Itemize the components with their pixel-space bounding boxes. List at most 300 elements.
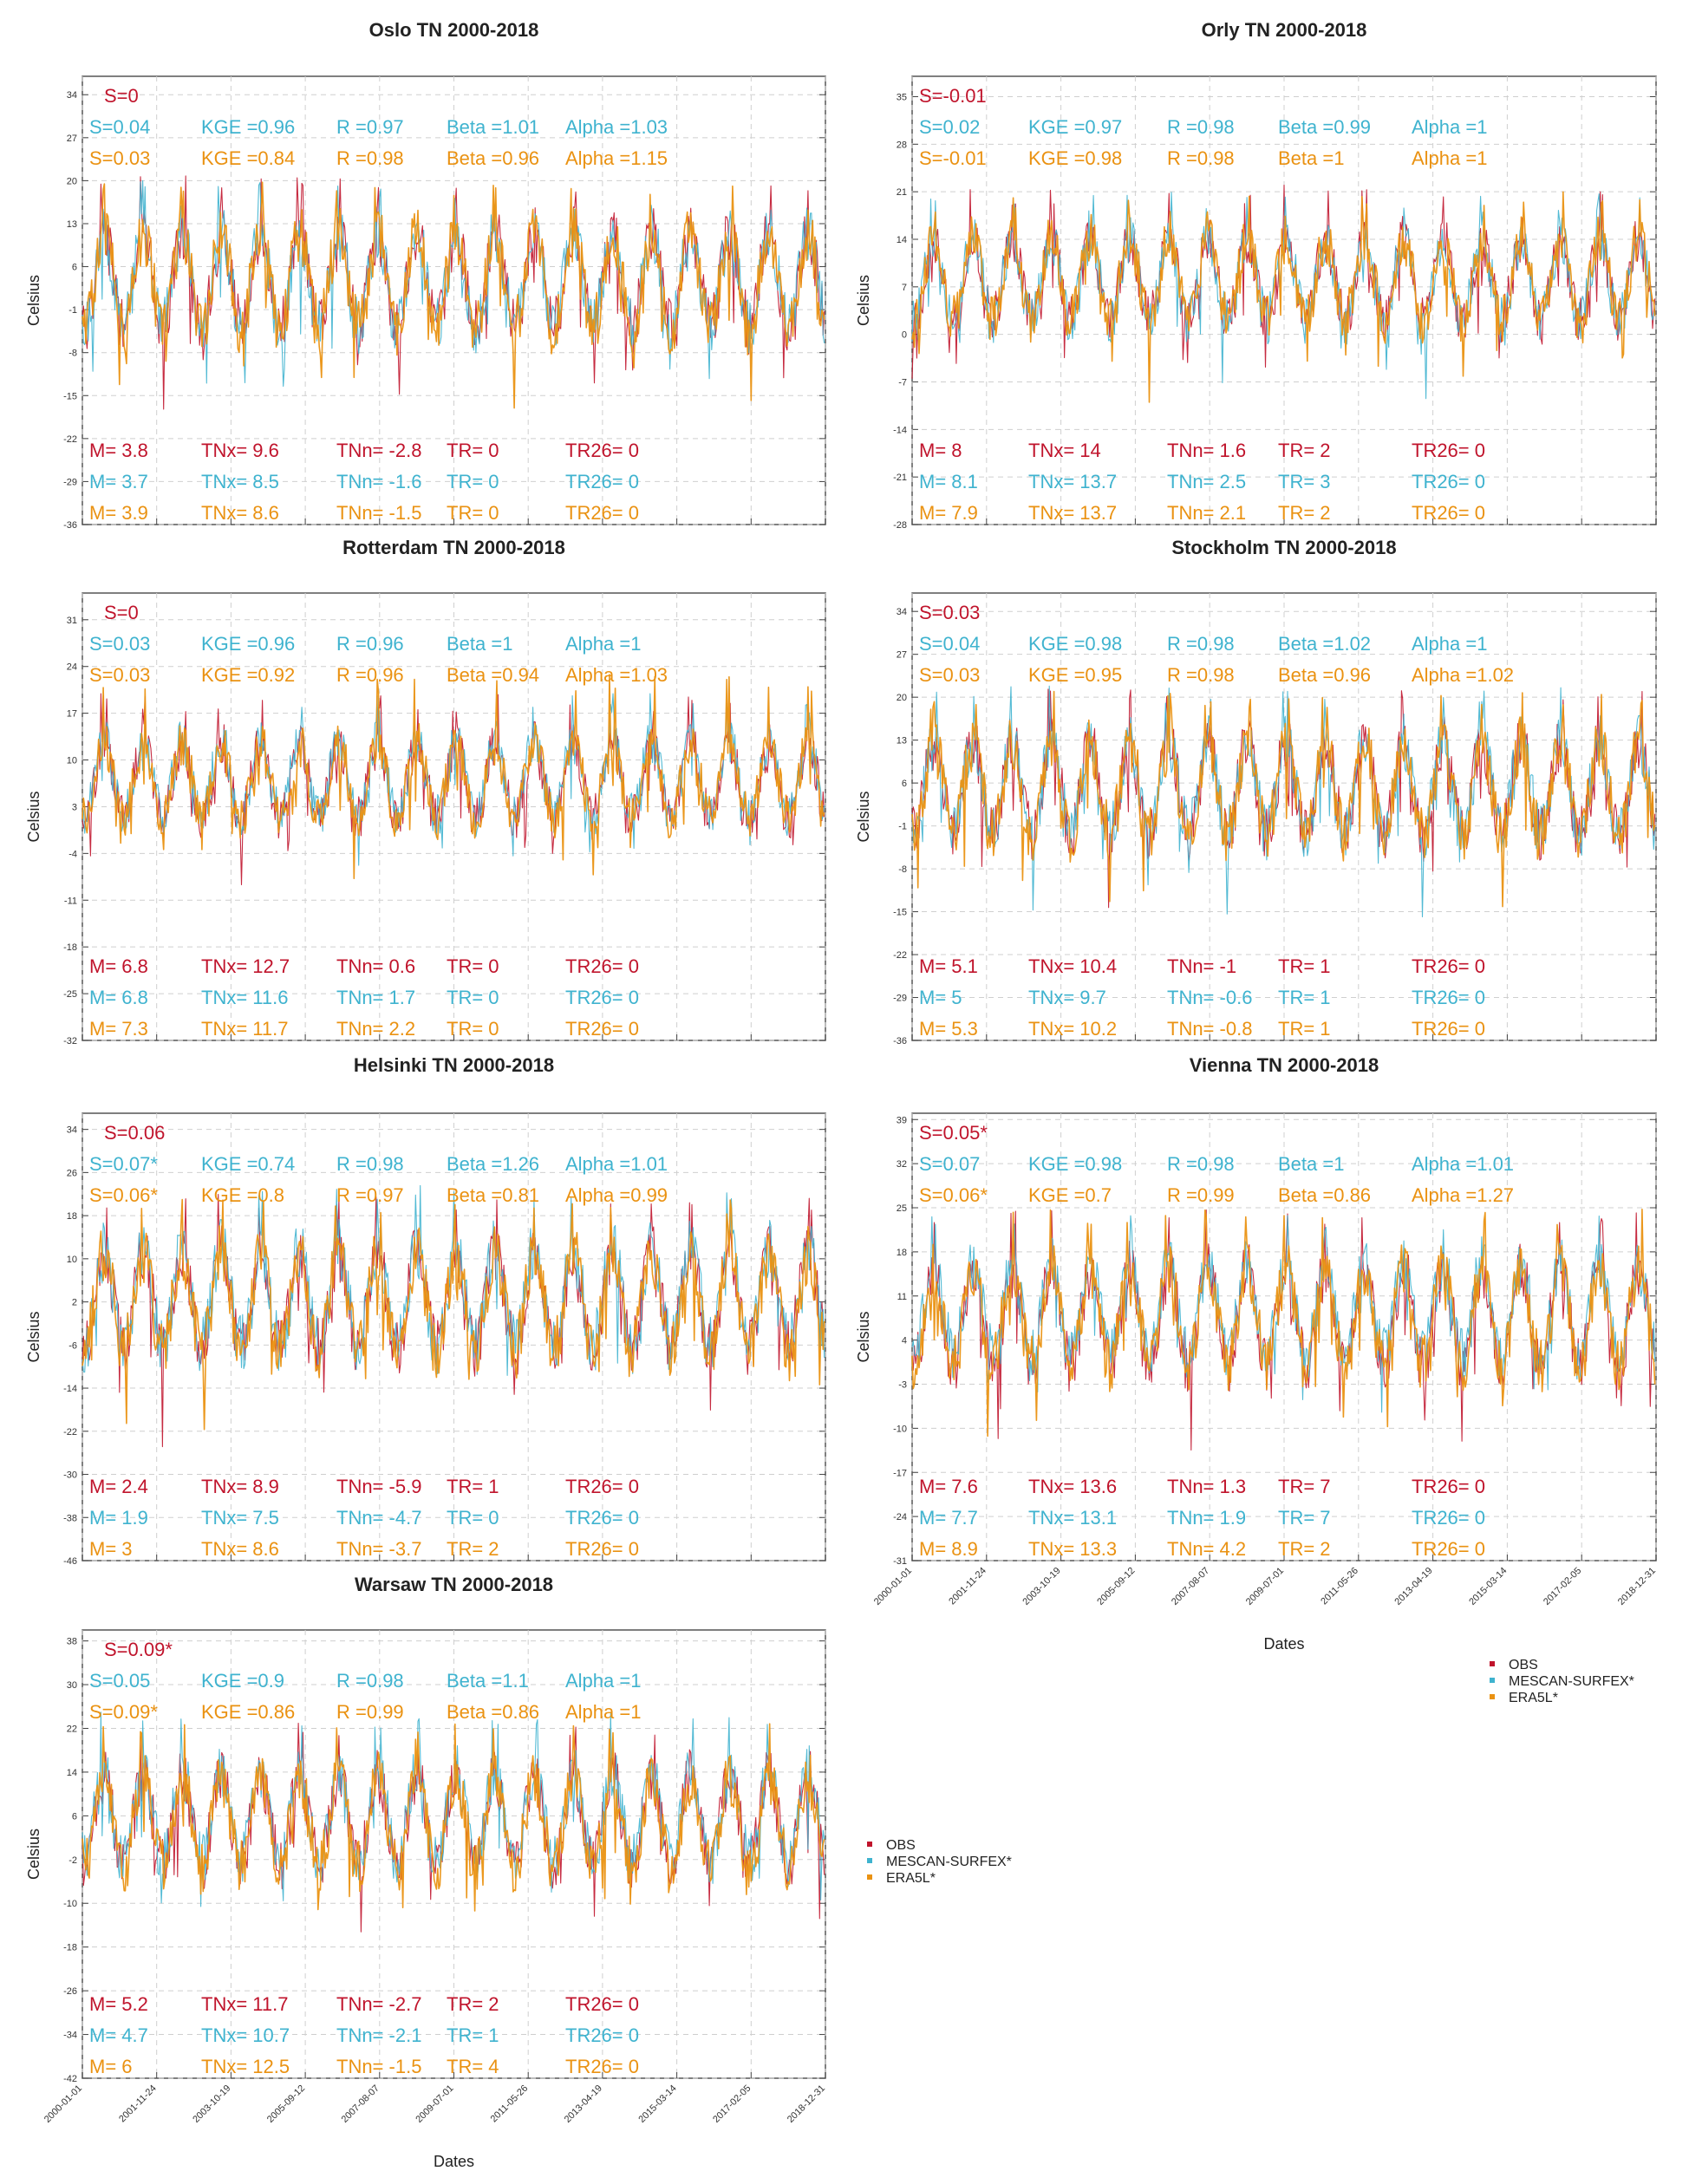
stat-bottom-era5l: TR= 0 [447,502,499,524]
y-tick-label: -1 [68,305,77,316]
chart-title: Warsaw TN 2000-2018 [354,1574,554,1595]
y-tick-label: 35 [896,92,907,103]
stat-bottom-obs: TNn= -2.8 [336,440,422,461]
y-tick-label: 4 [901,1335,907,1346]
stat-bottom-mescan: M= 8.1 [919,471,978,492]
y-tick-label: -36 [893,1036,907,1046]
stat-bottom-mescan: TR26= 0 [1412,471,1485,492]
chart-title: Oslo TN 2000-2018 [368,19,539,41]
x-tick-label: 2017-02-05 [1542,1565,1584,1607]
stat-bottom-era5l: TNn= -1.5 [336,2056,422,2077]
stat-bottom-mescan: TR26= 0 [565,2024,639,2046]
stat-top-obs: S=0.09* [104,1639,173,1660]
stat-top-obs: S=0.05* [919,1122,988,1144]
chart-panel-6 [25,1574,827,2170]
stat-top-era5l: Beta =0.86 [447,1701,540,1723]
legend-swatch-mescan [1490,1678,1495,1683]
stat-top-mescan: S=0.07 [919,1153,981,1175]
stat-bottom-mescan: M= 7.7 [919,1507,978,1529]
stat-bottom-era5l: M= 3.9 [89,502,148,524]
stat-top-era5l: Alpha =1.03 [565,664,668,686]
y-tick-label: 26 [66,1168,77,1179]
stat-bottom-era5l: TR26= 0 [565,502,639,524]
y-tick-label: 3 [71,802,77,813]
stat-top-mescan: Beta =1.01 [447,116,540,138]
stat-bottom-mescan: M= 4.7 [89,2024,148,2046]
y-tick-label: -25 [63,989,77,1001]
x-axis-label: Dates [433,2153,475,2170]
stat-top-era5l: R =0.99 [336,1701,404,1723]
y-tick-label: -2 [68,1855,77,1866]
y-tick-label: -36 [63,520,77,531]
stat-top-era5l: KGE =0.7 [1028,1184,1112,1206]
stat-bottom-era5l: TR= 2 [1278,502,1331,524]
stat-bottom-mescan: TR26= 0 [1412,987,1485,1008]
stat-bottom-obs: TR= 1 [1278,955,1331,977]
stat-top-era5l: S=0.06* [919,1184,988,1206]
y-tick-label: -10 [893,1424,907,1435]
y-tick-label: 18 [66,1211,77,1222]
stat-top-era5l: Alpha =1 [1412,147,1488,169]
stat-top-era5l: KGE =0.86 [201,1701,296,1723]
y-axis-label: Celsius [25,791,42,843]
y-tick-label: -31 [893,1556,907,1567]
y-tick-label: -8 [898,864,907,876]
stat-bottom-obs: M= 2.4 [89,1476,148,1497]
stat-top-era5l: R =0.97 [336,1184,404,1206]
y-tick-label: 21 [896,187,907,199]
stat-bottom-obs: M= 3.8 [89,440,148,461]
y-tick-label: 18 [896,1247,907,1258]
stat-bottom-era5l: M= 7.9 [919,502,978,524]
stat-top-mescan: R =0.98 [336,1153,404,1175]
stat-bottom-era5l: TR26= 0 [565,1538,639,1560]
stat-bottom-era5l: TNx= 10.2 [1028,1018,1118,1040]
y-tick-label: -21 [893,473,907,484]
stat-top-era5l: Alpha =1 [565,1701,642,1723]
y-axis-label: Celsius [25,1311,42,1363]
chart-panel-0 [25,19,825,531]
stat-bottom-obs: TNx= 10.4 [1028,955,1118,977]
y-tick-label: -46 [63,1556,77,1567]
stat-top-era5l: Alpha =0.99 [565,1184,668,1206]
legend-swatch-obs [1490,1661,1495,1666]
chart-panel-5 [855,1054,1658,1653]
stat-bottom-era5l: TNn= -3.7 [336,1538,422,1560]
stat-bottom-mescan: TNx= 7.5 [201,1507,279,1529]
y-tick-label: 6 [71,262,77,273]
x-axis-label: Dates [1263,1635,1305,1653]
stat-top-mescan: R =0.98 [336,1670,404,1692]
stat-top-era5l: R =0.98 [336,147,404,169]
y-tick-label: 0 [901,329,907,341]
stat-top-era5l: KGE =0.84 [201,147,296,169]
x-tick-label: 2011-05-26 [1319,1565,1360,1607]
y-tick-label: 30 [66,1680,77,1692]
stat-bottom-era5l: TNx= 8.6 [201,502,279,524]
x-tick-label: 2007-08-07 [1170,1565,1212,1607]
y-tick-label: -30 [63,1470,77,1481]
stat-top-mescan: S=0.05 [89,1670,151,1692]
stat-top-mescan: S=0.07* [89,1153,158,1175]
y-tick-label: -6 [68,1340,77,1352]
stat-bottom-mescan: TNx= 13.7 [1028,471,1118,492]
chart-panel-1 [855,19,1656,531]
x-tick-label: 2003-10-19 [1021,1565,1063,1607]
stat-top-era5l: R =0.98 [1167,664,1235,686]
stat-bottom-mescan: TNn= 1.9 [1167,1507,1247,1529]
stat-bottom-era5l: TNn= 2.2 [336,1018,416,1040]
stat-top-mescan: KGE =0.98 [1028,633,1123,655]
stat-top-mescan: S=0.04 [89,116,151,138]
stat-bottom-obs: TR26= 0 [565,1476,639,1497]
stat-bottom-era5l: TNn= -0.8 [1167,1018,1253,1040]
stat-bottom-era5l: M= 8.9 [919,1538,978,1560]
stat-bottom-era5l: TNx= 11.7 [201,1018,289,1040]
stat-top-era5l: S=-0.01 [919,147,987,169]
stat-bottom-mescan: TR= 3 [1278,471,1331,492]
y-tick-label: -18 [63,942,77,954]
stat-bottom-mescan: TNn= 2.5 [1167,471,1247,492]
stat-bottom-obs: M= 6.8 [89,955,148,977]
stat-top-mescan: Alpha =1 [1412,116,1488,138]
stat-top-mescan: Alpha =1 [565,633,642,655]
stat-bottom-era5l: M= 3 [89,1538,133,1560]
y-tick-label: 14 [896,235,907,245]
stat-top-era5l: Beta =1 [1278,147,1345,169]
y-tick-label: -29 [893,993,907,1004]
stat-bottom-mescan: M= 5 [919,987,962,1008]
chart-title: Rotterdam TN 2000-2018 [342,537,565,558]
y-tick-label: 13 [896,735,907,746]
x-tick-label: 2005-09-12 [1095,1565,1138,1607]
stat-top-mescan: Beta =1.1 [447,1670,529,1692]
stat-bottom-mescan: TNn= 1.7 [336,987,416,1008]
stat-bottom-mescan: TR= 1 [447,2024,499,2046]
y-tick-label: -34 [63,2030,77,2041]
stat-bottom-era5l: M= 5.3 [919,1018,978,1040]
y-tick-label: -11 [63,896,77,907]
y-tick-label: 20 [896,693,907,704]
x-tick-label: 2000-01-01 [42,2083,85,2125]
stat-top-era5l: KGE =0.8 [201,1184,285,1206]
y-tick-label: 22 [66,1724,77,1735]
stat-bottom-era5l: TR= 4 [447,2056,499,2077]
stat-bottom-era5l: TR26= 0 [1412,1018,1485,1040]
stat-top-obs: S=-0.01 [919,85,987,107]
stat-top-mescan: KGE =0.98 [1028,1153,1123,1175]
stat-bottom-obs: TR= 2 [447,1993,499,2015]
stat-top-mescan: Beta =1 [1278,1153,1345,1175]
stat-bottom-era5l: TR= 0 [447,1018,499,1040]
y-tick-label: -14 [893,425,907,436]
stat-top-mescan: KGE =0.96 [201,116,296,138]
stat-bottom-obs: TNn= 1.3 [1167,1476,1247,1497]
stat-top-era5l: Beta =0.86 [1278,1184,1372,1206]
stat-top-era5l: Beta =0.81 [447,1184,540,1206]
x-tick-label: 2013-04-19 [562,2083,605,2125]
y-tick-label: -14 [63,1384,77,1395]
y-axis-label: Celsius [25,1828,42,1881]
y-tick-label: 28 [896,140,907,151]
stat-bottom-obs: TNn= 0.6 [336,955,416,977]
stat-bottom-era5l: TR= 1 [1278,1018,1331,1040]
chart-panel-4 [25,1054,825,1567]
stat-bottom-era5l: TR= 2 [1278,1538,1331,1560]
y-tick-label: 34 [66,1125,77,1136]
chart-title: Stockholm TN 2000-2018 [1171,537,1397,558]
y-tick-label: 39 [896,1115,907,1126]
stat-top-era5l: S=0.03 [919,664,981,686]
y-axis-label: Celsius [855,791,872,843]
stat-top-era5l: KGE =0.95 [1028,664,1123,686]
stat-top-obs: S=0.06 [104,1122,166,1144]
y-tick-label: -4 [68,849,77,860]
stat-top-mescan: R =0.97 [336,116,404,138]
stat-bottom-era5l: TNx= 8.6 [201,1538,279,1560]
stat-bottom-obs: TR26= 0 [565,1993,639,2015]
y-tick-label: 7 [901,282,907,293]
x-tick-label: 2005-09-12 [264,2083,308,2125]
stat-top-era5l: S=0.03 [89,147,151,169]
stat-top-mescan: Alpha =1 [565,1670,642,1692]
stat-top-era5l: Beta =0.94 [447,664,540,686]
stat-bottom-obs: M= 5.1 [919,955,978,977]
y-tick-label: -15 [63,391,77,402]
stat-bottom-mescan: TNx= 8.5 [201,471,279,492]
y-tick-label: 31 [66,615,77,626]
stat-bottom-mescan: TR= 0 [447,987,499,1008]
stat-top-era5l: KGE =0.92 [201,664,296,686]
legend-1 [867,1838,1012,1886]
stat-top-mescan: Beta =1.26 [447,1153,540,1175]
y-tick-label: 6 [71,1811,77,1822]
legend-label: OBS [1509,1658,1538,1672]
y-tick-label: 14 [66,1767,77,1778]
stat-top-obs: S=0 [104,602,139,623]
stat-bottom-obs: TR= 0 [447,440,499,461]
stat-bottom-mescan: M= 3.7 [89,471,148,492]
x-tick-label: 2018-12-31 [1615,1565,1659,1607]
x-tick-label: 2013-04-19 [1392,1565,1435,1607]
stat-bottom-obs: M= 7.6 [919,1476,978,1497]
stat-bottom-mescan: TR26= 0 [565,1507,639,1529]
legend-label: MESCAN-SURFEX* [1509,1674,1634,1689]
stat-top-mescan: KGE =0.96 [201,633,296,655]
stat-bottom-era5l: TNx= 12.5 [201,2056,290,2077]
stat-bottom-mescan: TNx= 13.1 [1028,1507,1118,1529]
y-tick-label: -22 [893,950,907,962]
stat-top-mescan: Alpha =1.03 [565,116,668,138]
stat-bottom-mescan: TR26= 0 [1412,1507,1485,1529]
chart-title: Vienna TN 2000-2018 [1189,1054,1379,1076]
stat-top-era5l: S=0.06* [89,1184,158,1206]
stat-top-mescan: R =0.98 [1167,633,1235,655]
stat-bottom-era5l: M= 6 [89,2056,133,2077]
stat-bottom-era5l: TNn= 4.2 [1167,1538,1247,1560]
y-tick-label: 11 [897,1291,907,1302]
y-axis-label: Celsius [25,274,42,327]
y-tick-label: -26 [63,1986,77,1998]
y-tick-label: -18 [63,1942,77,1953]
stat-top-obs: S=0 [104,85,139,107]
stat-bottom-era5l: TNn= -1.5 [336,502,422,524]
stat-bottom-obs: TR= 0 [447,955,499,977]
stat-top-mescan: KGE =0.97 [1028,116,1123,138]
stat-bottom-mescan: TNn= -2.1 [336,2024,422,2046]
stat-top-mescan: Beta =1 [447,633,513,655]
stat-bottom-obs: TR= 7 [1278,1476,1331,1497]
stat-top-mescan: S=0.02 [919,116,981,138]
y-tick-label: -8 [68,348,77,359]
stat-top-mescan: Alpha =1.01 [565,1153,668,1175]
stat-bottom-obs: TR26= 0 [565,440,639,461]
stat-bottom-obs: TNx= 8.9 [201,1476,279,1497]
chart-title: Helsinki TN 2000-2018 [353,1054,555,1076]
stat-bottom-mescan: TNx= 9.7 [1028,987,1106,1008]
y-tick-label: 20 [66,176,77,187]
y-axis-label: Celsius [855,1311,872,1363]
y-tick-label: 2 [71,1297,77,1308]
legend-swatch-obs [867,1842,872,1847]
y-tick-label: -17 [893,1468,907,1479]
y-tick-label: 38 [66,1636,77,1647]
x-tick-label: 2015-03-14 [1467,1565,1510,1607]
y-tick-label: 27 [66,133,77,144]
stat-top-era5l: Beta =0.96 [1278,664,1372,686]
legend-swatch-era5l [867,1874,872,1880]
stat-bottom-obs: TNn= 1.6 [1167,440,1247,461]
y-tick-label: -38 [63,1513,77,1524]
stat-bottom-mescan: TNx= 10.7 [201,2024,290,2046]
legend-label: OBS [886,1838,916,1853]
stat-top-mescan: Alpha =1 [1412,633,1488,655]
stat-bottom-era5l: TR26= 0 [565,2056,639,2077]
y-tick-label: -32 [63,1036,77,1046]
legend-swatch-mescan [867,1858,872,1863]
legend-label: ERA5L* [1509,1691,1558,1705]
stat-bottom-era5l: TR= 2 [447,1538,499,1560]
x-tick-label: 2011-05-26 [488,2083,531,2125]
legend-swatch-era5l [1490,1694,1495,1699]
stat-top-era5l: R =0.96 [336,664,404,686]
chart-panel-3 [855,537,1656,1046]
stat-bottom-obs: TR= 1 [447,1476,499,1497]
stat-bottom-era5l: TNx= 13.7 [1028,502,1118,524]
stat-top-era5l: S=0.09* [89,1701,158,1723]
y-tick-label: 27 [896,649,907,661]
stat-bottom-obs: TNx= 14 [1028,440,1101,461]
stat-top-mescan: Beta =0.99 [1278,116,1372,138]
x-tick-label: 2017-02-05 [711,2083,753,2125]
stat-top-mescan: R =0.98 [1167,1153,1235,1175]
stat-bottom-obs: TNx= 11.7 [201,1993,289,2015]
stat-bottom-mescan: M= 6.8 [89,987,148,1008]
y-tick-label: 34 [896,607,907,618]
stat-top-era5l: KGE =0.98 [1028,147,1123,169]
y-tick-label: -15 [893,907,907,918]
y-axis-label: Celsius [855,274,872,327]
stat-bottom-mescan: TR= 1 [1278,987,1331,1008]
stat-bottom-era5l: TNn= 2.1 [1167,502,1247,524]
x-tick-label: 2001-11-24 [117,2083,159,2125]
y-tick-label: 25 [896,1203,907,1215]
y-tick-label: 10 [66,1254,77,1265]
stat-top-mescan: R =0.96 [336,633,404,655]
stat-top-mescan: KGE =0.9 [201,1670,285,1692]
x-tick-label: 2015-03-14 [636,2083,679,2125]
stat-bottom-era5l: TR26= 0 [565,1018,639,1040]
y-tick-label: 13 [66,218,77,230]
stat-bottom-era5l: TR26= 0 [1412,1538,1485,1560]
stat-bottom-obs: TNx= 13.6 [1028,1476,1118,1497]
stat-top-mescan: KGE =0.74 [201,1153,296,1175]
y-tick-label: -28 [893,520,907,531]
stat-bottom-mescan: TNn= -4.7 [336,1507,422,1529]
stat-bottom-mescan: TNn= -1.6 [336,471,422,492]
legend-0 [1490,1658,1634,1705]
stat-bottom-obs: TR26= 0 [1412,1476,1485,1497]
chart-panel-2 [25,537,825,1046]
stat-bottom-obs: M= 8 [919,440,962,461]
x-tick-label: 2003-10-19 [191,2083,233,2125]
stat-top-mescan: Beta =1.02 [1278,633,1372,655]
stat-top-obs: S=0.03 [919,602,981,623]
stat-top-mescan: Alpha =1.01 [1412,1153,1515,1175]
stat-bottom-era5l: M= 7.3 [89,1018,148,1040]
stat-bottom-obs: TNn= -1 [1167,955,1237,977]
stat-top-era5l: R =0.98 [1167,147,1235,169]
stat-top-era5l: Alpha =1.27 [1412,1184,1515,1206]
stat-top-mescan: S=0.04 [919,633,981,655]
stat-bottom-obs: TR26= 0 [1412,440,1485,461]
x-tick-label: 2009-07-01 [1243,1565,1287,1607]
stat-bottom-obs: TNx= 12.7 [201,955,290,977]
stat-bottom-obs: TNn= -5.9 [336,1476,422,1497]
stat-top-era5l: R =0.99 [1167,1184,1235,1206]
stat-bottom-obs: TNn= -2.7 [336,1993,422,2015]
stat-bottom-mescan: M= 1.9 [89,1507,148,1529]
y-tick-label: 34 [66,90,77,101]
stat-top-era5l: S=0.03 [89,664,151,686]
legend-label: ERA5L* [886,1871,936,1886]
chart-title: Orly TN 2000-2018 [1201,19,1367,41]
x-tick-label: 2018-12-31 [785,2083,828,2125]
y-tick-label: -42 [63,2074,77,2084]
stat-bottom-era5l: TNx= 13.3 [1028,1538,1118,1560]
stat-top-era5l: Alpha =1.02 [1412,664,1515,686]
stat-bottom-era5l: TR26= 0 [1412,502,1485,524]
stat-bottom-obs: TR= 2 [1278,440,1331,461]
y-tick-label: -22 [63,1426,77,1438]
x-tick-label: 2000-01-01 [871,1565,915,1607]
y-tick-label: 24 [66,662,77,673]
x-tick-label: 2009-07-01 [414,2083,456,2125]
stat-top-mescan: R =0.98 [1167,116,1235,138]
y-tick-label: -3 [898,1379,907,1391]
y-tick-label: -7 [898,377,907,388]
stat-bottom-mescan: TNx= 11.6 [201,987,289,1008]
y-tick-label: 17 [66,708,77,720]
stat-bottom-mescan: TR26= 0 [565,471,639,492]
stat-bottom-obs: TNx= 9.6 [201,440,279,461]
stat-bottom-obs: M= 5.2 [89,1993,148,2015]
y-tick-label: -1 [898,821,907,832]
stat-bottom-mescan: TR= 0 [447,1507,499,1529]
stat-top-era5l: Beta =0.96 [447,147,540,169]
stat-bottom-mescan: TR= 0 [447,471,499,492]
x-tick-label: 2001-11-24 [947,1565,988,1607]
